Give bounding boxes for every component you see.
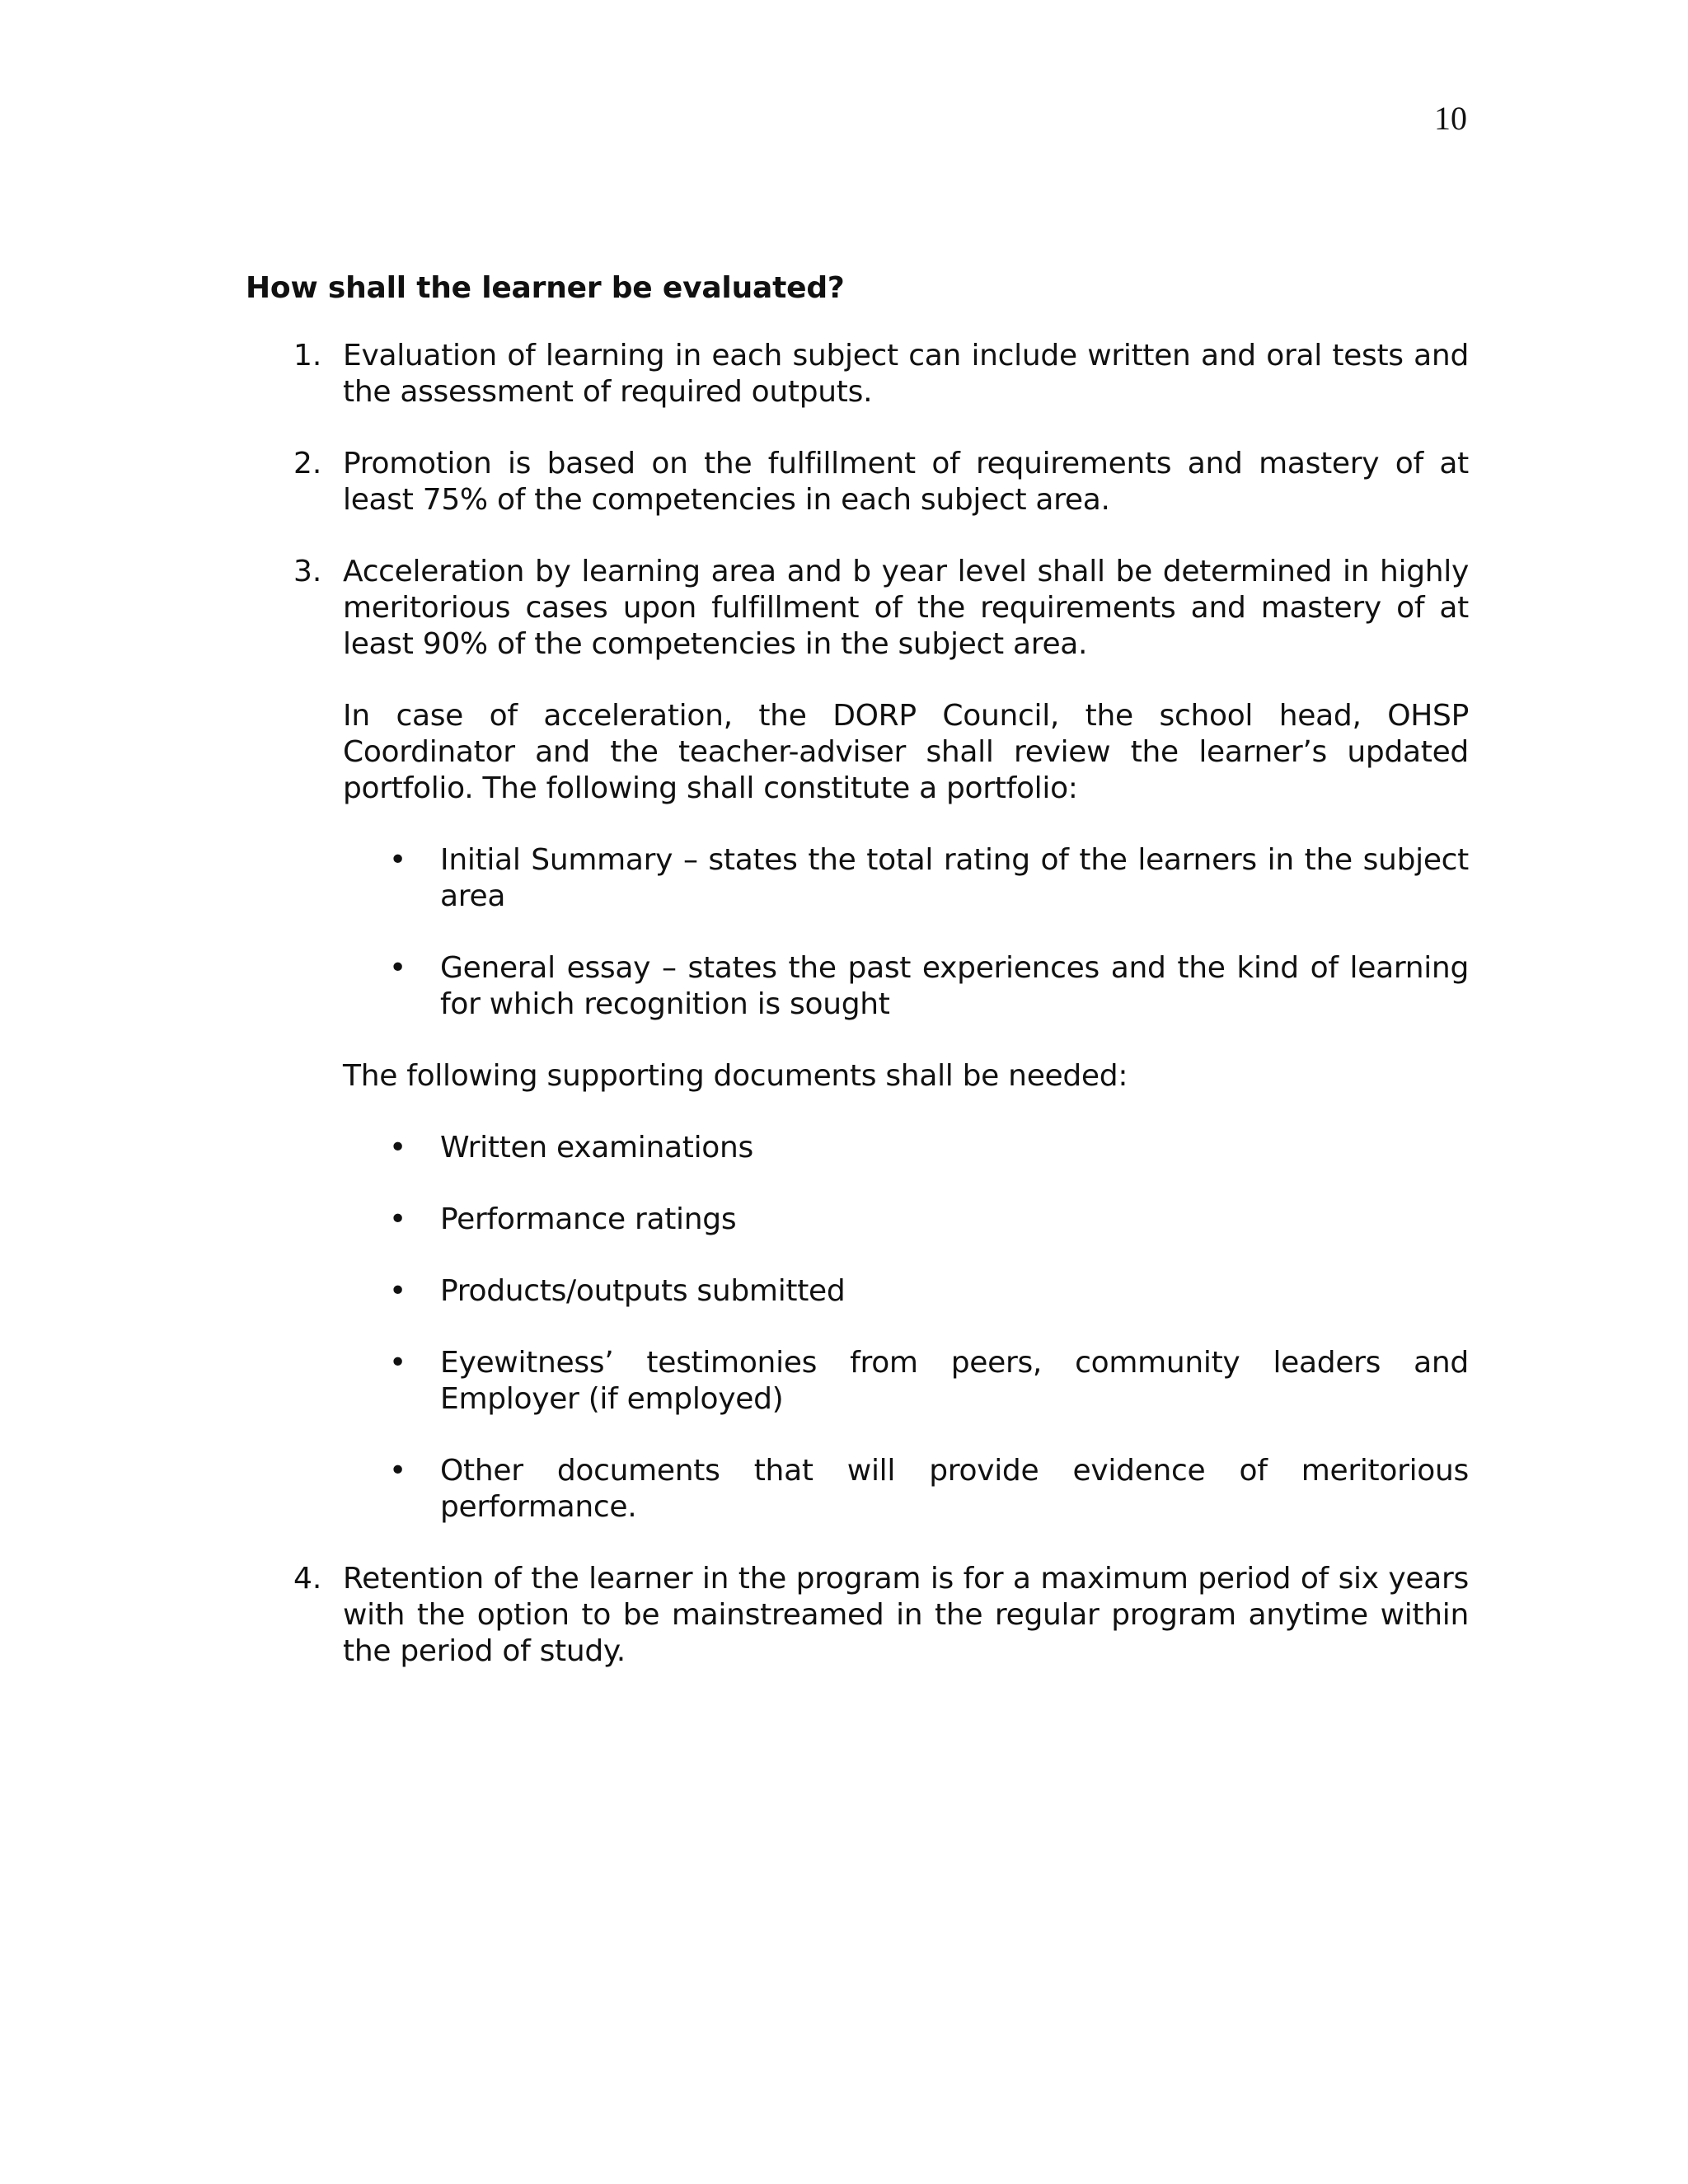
bullet-text: Other documents that will provide evidence of meritorious performance. [440,1454,1469,1524]
documents-list [343,1130,1469,1526]
bullet-item [343,1345,1469,1418]
item-text: Promotion is based on the fulfillment of requirements and mastery of at least 75% of the competencies in each subject area. [343,447,1469,517]
bullet-text: Written examinations [440,1131,753,1165]
bullet-icon: • [389,1454,407,1488]
page-content [246,265,1469,1705]
portfolio-intro: In case of acceleration, the DORP Council, the school head, OHSP Coordinator and the teacher-adviser shall review the learner’s updated portfolio. The following shall constitute a portfolio: [343,699,1469,805]
item-text: Acceleration by learning area and b year level shall be determined in highly meritorious cases upon fulfillment of the requirements and mastery of at least 90% of the competencies in the subject area. [343,555,1469,661]
evaluation-list [246,338,1469,1670]
bullet-item [343,950,1469,1023]
list-item-4 [246,1561,1469,1670]
list-item-3 [246,554,1469,1526]
bullet-text: Performance ratings [440,1202,737,1236]
bullet-item [343,1273,1469,1310]
bullet-text: General essay – states the past experiences and the kind of learning for which recognition is sought [440,951,1469,1021]
bullet-item [343,1130,1469,1166]
item-text: Evaluation of learning in each subject can include written and oral tests and the assessment of required outputs. [343,339,1469,409]
page-number: 10 [1434,100,1467,137]
bullet-item [343,1202,1469,1238]
bullet-text: Initial Summary – states the total rating of the learners in the subject area [440,843,1469,913]
bullet-item [343,1453,1469,1526]
item-number: 4. [293,1562,322,1596]
item-text: Retention of the learner in the program is for a maximum period of six years with the option to be mainstreamed in the regular program anytime within the period of study. [343,1562,1469,1668]
item-number: 2. [293,447,322,480]
bullet-text: Eyewitness’ testimonies from peers, community leaders and Employer (if employed) [440,1346,1469,1416]
bullet-icon: • [389,951,407,985]
bullet-icon: • [389,1202,407,1236]
bullet-item [343,842,1469,915]
item-number: 1. [293,339,322,373]
bullet-icon: • [389,1274,407,1308]
item-number: 3. [293,555,322,588]
list-item-1 [246,338,1469,410]
section-heading: How shall the learner be evaluated? [246,271,845,305]
list-item-2 [246,446,1469,518]
portfolio-list [343,842,1469,1023]
bullet-icon: • [389,1346,407,1380]
bullet-icon: • [389,843,407,877]
documents-intro: The following supporting documents shall be needed: [343,1059,1128,1093]
bullet-text: Products/outputs submitted [440,1274,846,1308]
bullet-icon: • [389,1131,407,1165]
